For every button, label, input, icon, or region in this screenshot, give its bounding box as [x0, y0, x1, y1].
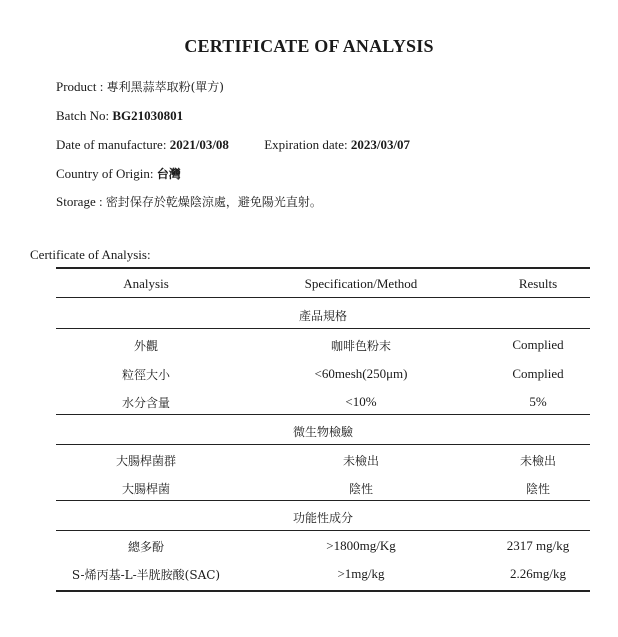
- row-result: 2.26mg/kg: [510, 566, 566, 581]
- row-spec: 陰性: [348, 482, 373, 496]
- product-label: Product :: [56, 79, 104, 94]
- origin-value: 台灣: [156, 167, 181, 181]
- group-rule: [56, 500, 590, 501]
- row-result: 未檢出: [519, 454, 556, 468]
- row-analysis: 外觀: [133, 339, 158, 353]
- row-spec: <60mesh(250μm): [314, 366, 408, 381]
- group-rule: [56, 414, 590, 415]
- batch-line: [56, 108, 183, 124]
- row-analysis: S-烯丙基-L-半胱胺酸(SAC): [71, 568, 221, 582]
- row-result: 2317 mg/kg: [506, 538, 570, 553]
- expiration-value: 2023/03/07: [350, 137, 411, 152]
- manufacture-label: Date of manufacture:: [56, 137, 167, 152]
- row-spec: >1mg/kg: [337, 566, 385, 581]
- row-spec: <10%: [345, 394, 377, 409]
- document-title: CERTIFICATE OF ANALYSIS: [184, 36, 434, 56]
- group-rule: [56, 328, 590, 329]
- row-analysis: 水分含量: [121, 396, 170, 410]
- row-result: 陰性: [525, 482, 550, 496]
- section-caption: Certificate of Analysis:: [30, 247, 151, 262]
- group-title: 微生物檢驗: [292, 425, 353, 439]
- product-value: 專利黑蒜萃取粉(單方): [106, 80, 224, 94]
- batch-value: BG21030801: [112, 108, 184, 123]
- table-top-rule: [56, 267, 590, 269]
- header-bottom-rule: [56, 297, 590, 298]
- row-spec: 咖啡色粉末: [330, 339, 391, 353]
- origin-label: Country of Origin:: [56, 166, 154, 181]
- row-analysis: 總多酚: [127, 540, 164, 554]
- header-spec: Specification/Method: [304, 276, 418, 291]
- header-results: Results: [518, 276, 558, 291]
- storage-label: Storage :: [56, 194, 103, 209]
- manufacture-value: 2021/03/08: [169, 137, 229, 152]
- table-bottom-rule: [56, 590, 590, 592]
- header-analysis: Analysis: [123, 276, 169, 291]
- storage-value: 密封保存於乾燥陰涼處，避免陽光直射。: [105, 195, 322, 209]
- expiration-label: Expiration date:: [264, 137, 348, 152]
- row-spec: >1800mg/Kg: [326, 538, 396, 553]
- group-rule: [56, 530, 590, 531]
- group-rule: [56, 444, 590, 445]
- row-analysis: 大腸桿菌群: [115, 454, 176, 468]
- dates-line: [56, 137, 410, 153]
- row-spec: 未檢出: [342, 454, 379, 468]
- row-result: 5%: [529, 394, 547, 409]
- batch-label: Batch No:: [56, 108, 110, 123]
- row-result: Complied: [512, 366, 564, 381]
- row-analysis: 粒徑大小: [121, 368, 170, 382]
- row-analysis: 大腸桿菌: [121, 482, 170, 496]
- storage-line: [56, 193, 322, 210]
- group-title: 功能性成分: [292, 511, 353, 525]
- row-result: Complied: [512, 337, 564, 352]
- origin-line: [56, 165, 181, 182]
- group-title: 產品規格: [298, 309, 347, 323]
- product-line: [56, 78, 224, 95]
